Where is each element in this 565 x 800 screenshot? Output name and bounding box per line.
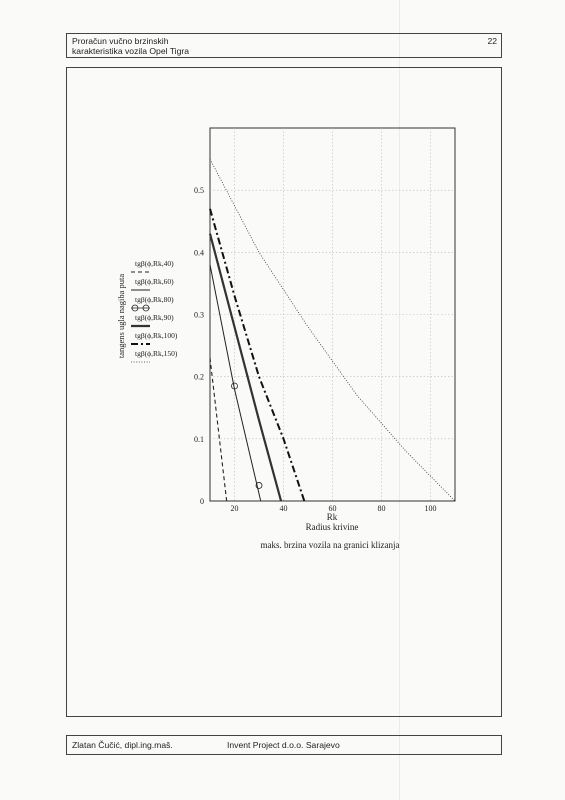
- header-title-line2: karakteristika vozila Opel Tigra: [72, 46, 190, 56]
- y-tick-label: 0: [200, 497, 204, 506]
- x-tick-label: 100: [424, 504, 437, 513]
- header-title-line1: Proračun vučno brzinskih: [72, 36, 169, 46]
- y-tick-label: 0.2: [194, 372, 204, 382]
- x-tick-label: 40: [279, 504, 288, 513]
- legend-label: tgβ(ϕ,Rk,60): [135, 277, 174, 286]
- x-tick-label: 20: [230, 504, 239, 513]
- y-axis-label: tangens ugla nagiba puta: [116, 273, 126, 359]
- legend-label: tgβ(ϕ,Rk,100): [135, 331, 178, 340]
- chart-caption: maks. brzina vozila na granici klizanja: [260, 540, 400, 550]
- legend-label: tgβ(ϕ,Rk,80): [135, 295, 174, 304]
- legend: [131, 259, 178, 362]
- y-tick-label: 0.4: [194, 248, 204, 258]
- page-number: 22: [487, 36, 497, 46]
- series-lines: [210, 159, 455, 501]
- legend-label: tgβ(ϕ,Rk,150): [135, 349, 178, 358]
- series-line: [210, 234, 281, 501]
- legend-label: tgβ(ϕ,Rk,90): [135, 313, 174, 322]
- series-line: [210, 159, 455, 501]
- page-footer: [66, 735, 502, 755]
- x-axis-label-2: Radius krivine: [305, 522, 359, 532]
- footer-author: Zlatan Čučić, dipl.ing.maš.: [72, 740, 173, 750]
- x-tick-label: 80: [377, 504, 386, 513]
- x-axis-label: Rk: [326, 512, 338, 522]
- footer-company: Invent Project d.o.o. Sarajevo: [227, 740, 340, 750]
- axis-ticks: [194, 186, 437, 513]
- y-tick-label: 0.5: [194, 186, 204, 196]
- series-line: [210, 209, 304, 501]
- legend-label: tgβ(ϕ,Rk,40): [135, 259, 174, 268]
- series-line: [210, 358, 227, 501]
- x-tick-label: 60: [328, 504, 337, 513]
- grid-lines: [210, 128, 455, 501]
- y-tick-label: 0.3: [194, 310, 204, 320]
- y-tick-label: 0.1: [194, 434, 204, 444]
